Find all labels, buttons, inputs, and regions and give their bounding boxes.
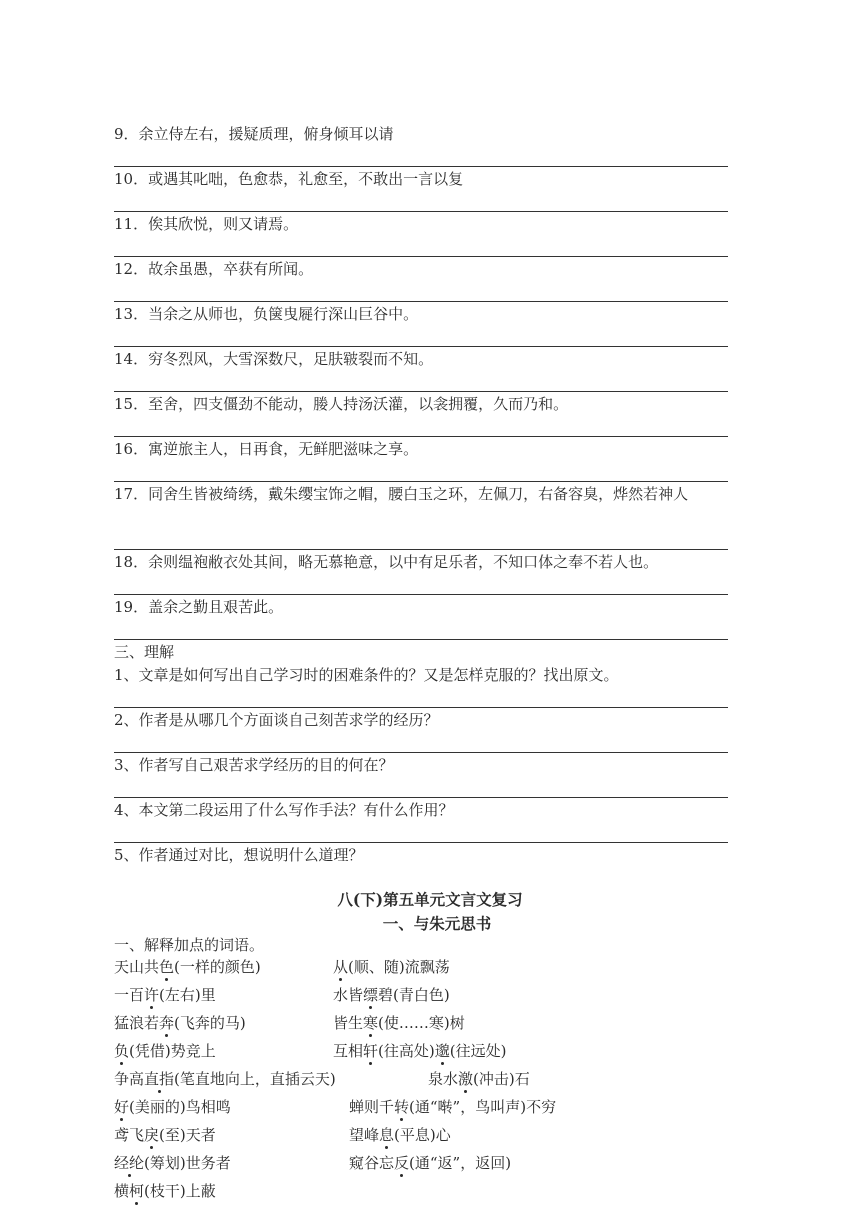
answer-line	[114, 211, 728, 212]
answer-line	[114, 549, 728, 550]
answer-line	[114, 391, 728, 392]
answer-line	[114, 707, 728, 708]
answer-line	[114, 842, 728, 843]
gloss-entry: 皆生寒(使……寒)树	[333, 1014, 465, 1032]
unit-title: 八(下)第五单元文言文复习	[337, 890, 523, 909]
translation-item-10: 10．或遇其叱咄，色愈恭，礼愈至，不敢出一言以复	[114, 170, 464, 188]
translation-item-15: 15．至舍，四支僵劲不能动，媵人持汤沃灌，以衾拥覆，久而乃和。	[114, 395, 569, 413]
comprehension-question-1: 1、文章是如何写出自己学习时的困难条件的？又是怎样克服的？找出原文。	[114, 666, 619, 684]
gloss-entry: 互相轩(往高处)邈(往远处)	[333, 1042, 507, 1060]
section-heading: 三、理解	[114, 643, 175, 661]
gloss-entry: 从(顺、随)流飘荡	[333, 958, 450, 976]
translation-item-18: 18．余则缊袍敝衣处其间，略无慕艳意，以中有足乐者，不知口体之奉不若人也。	[114, 553, 659, 571]
translation-item-9: 9．余立侍左右，援疑质理，俯身倾耳以请	[114, 125, 394, 143]
answer-line	[114, 166, 728, 167]
gloss-entry: 横柯(枝干)上蔽	[114, 1182, 216, 1200]
gloss-entry: 泉水激(冲击)石	[428, 1070, 530, 1088]
answer-line	[114, 481, 728, 482]
answer-line	[114, 752, 728, 753]
answer-line	[114, 346, 728, 347]
gloss-entry: 争高直指(笔直地向上，直插云天)	[114, 1070, 336, 1088]
translation-item-14: 14．穷冬烈风，大雪深数尺，足肤皲裂而不知。	[114, 350, 434, 368]
gloss-entry: 猛浪若奔(飞奔的马)	[114, 1014, 246, 1032]
gloss-entry: 蝉则千转(通“啭”，鸟叫声)不穷	[349, 1098, 557, 1116]
translation-item-16: 16．寓逆旅主人，日再食，无鲜肥滋味之享。	[114, 440, 419, 458]
answer-line	[114, 594, 728, 595]
gloss-entry: 负(凭借)势竞上	[114, 1042, 216, 1060]
gloss-entry: 窥谷忘反(通“返”，返回)	[349, 1154, 512, 1172]
answer-line	[114, 301, 728, 302]
gloss-entry: 鸢飞戾(至)天者	[114, 1126, 216, 1144]
translation-item-13: 13．当余之从师也，负箧曳屣行深山巨谷中。	[114, 305, 419, 323]
gloss-entry: 好(美丽的)鸟相鸣	[114, 1098, 231, 1116]
comprehension-question-3: 3、作者写自己艰苦求学经历的目的何在？	[114, 756, 394, 774]
comprehension-question-2: 2、作者是从哪几个方面谈自己刻苦求学的经历？	[114, 711, 439, 729]
translation-item-11: 11．俟其欣悦，则又请焉。	[114, 215, 299, 233]
answer-line	[114, 436, 728, 437]
gloss-entry: 经纶(筹划)世务者	[114, 1154, 231, 1172]
answer-line	[114, 797, 728, 798]
translation-item-12: 12．故余虽愚，卒获有所闻。	[114, 260, 314, 278]
answer-line	[114, 639, 728, 640]
gloss-entry: 天山共色(一样的颜色)	[114, 958, 261, 976]
answer-line	[114, 256, 728, 257]
translation-item-17: 17．同舍生皆被绮绣，戴朱缨宝饰之帽，腰白玉之环，左佩刀，右备容臭，烨然若神人	[114, 485, 689, 503]
translation-item-19: 19．盖余之勤且艰苦此。	[114, 598, 284, 616]
lesson-title: 一、与朱元思书	[382, 914, 492, 933]
comprehension-question-4: 4、本文第二段运用了什么写作手法？有什么作用？	[114, 801, 454, 819]
comprehension-question-5: 5、作者通过对比，想说明什么道理？	[114, 846, 364, 864]
gloss-entry: 望峰息(平息)心	[349, 1126, 451, 1144]
gloss-entry: 水皆缥碧(青白色)	[333, 986, 450, 1004]
gloss-section-title: 一、解释加点的词语。	[114, 936, 265, 954]
gloss-entry: 一百许(左右)里	[114, 986, 216, 1004]
